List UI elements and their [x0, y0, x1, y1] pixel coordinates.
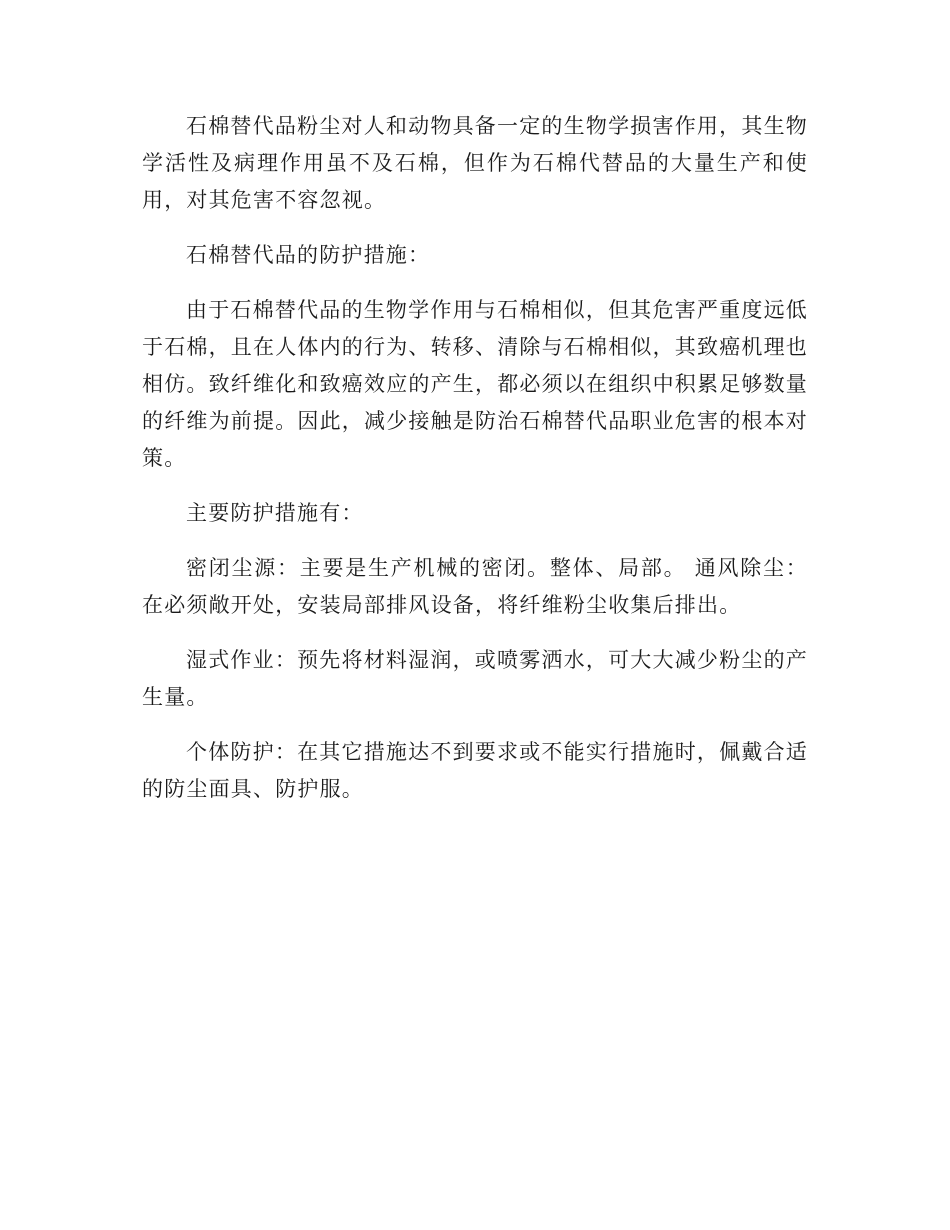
paragraph-personal-protection: 个体防护：在其它措施达不到要求或不能实行措施时，佩戴合适的防尘面具、防护服。	[142, 740, 808, 801]
paragraph-protection-heading: 石棉替代品的防护措施：	[186, 243, 431, 267]
document-body	[142, 108, 808, 826]
paragraph-main-measures-heading: 主要防护措施有：	[186, 501, 364, 525]
paragraph-seal-dust-source: 密闭尘源：主要是生产机械的密闭。整体、局部。 通风除尘：在必须敞开处，安装局部排风设备，将纤维粉尘收集后排出。	[142, 556, 808, 617]
paragraph-intro: 石棉替代品粉尘对人和动物具备一定的生物学损害作用，其生物学活性及病理作用虽不及石棉，但作为石棉代替品的大量生产和使用，对其危害不容忽视。	[142, 114, 808, 212]
paragraph-wet-operation: 湿式作业：预先将材料湿润，或喷雾洒水，可大大减少粉尘的产生量。	[142, 648, 808, 709]
paragraph-mechanism: 由于石棉替代品的生物学作用与石棉相似，但其危害严重度远低于石棉，且在人体内的行为、转移、清除与石棉相似，其致癌机理也相仿。致纤维化和致癌效应的产生，都必须以在组织中积累足够数量的纤维为前提。因此，减少接触是防治石棉替代品职业危害的根本对策。	[142, 298, 808, 470]
